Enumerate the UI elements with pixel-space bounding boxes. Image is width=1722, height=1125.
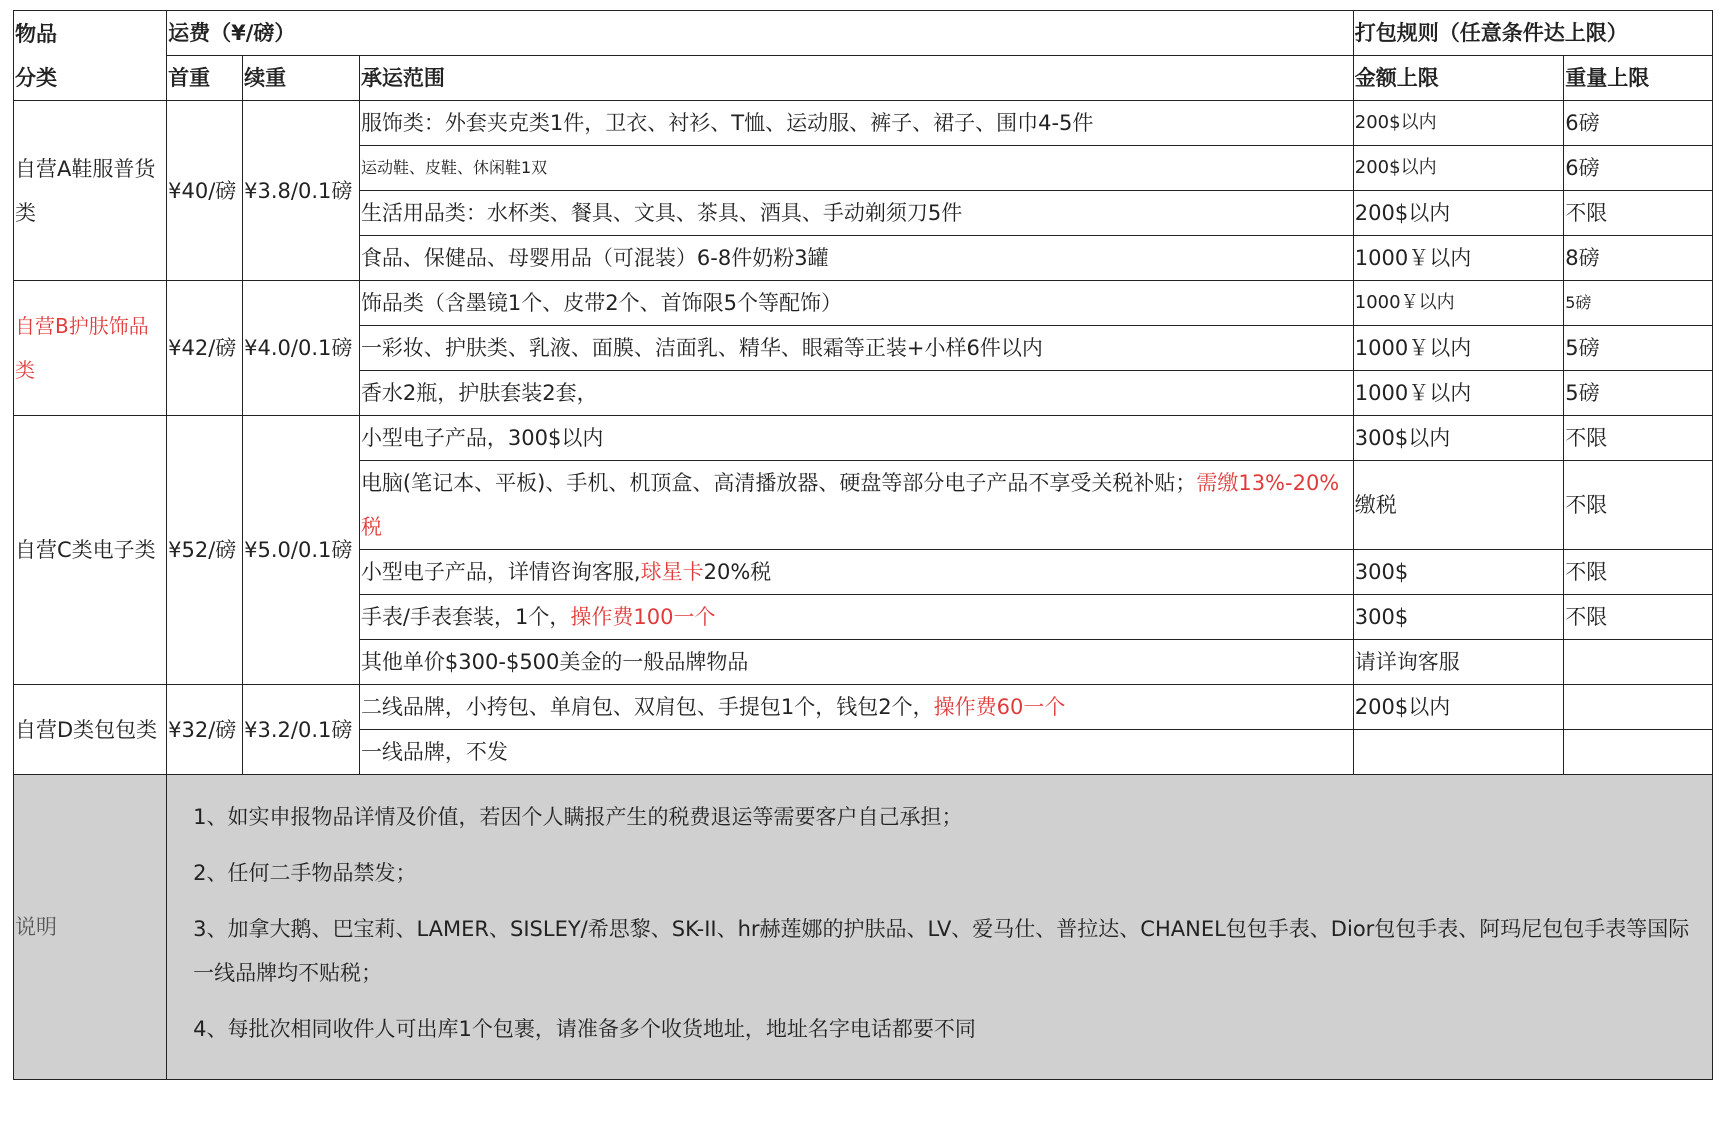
weight-limit-cell [1564,640,1713,685]
notes-label: 说明 [14,775,167,1080]
amount-limit-cell: 1000￥以内 [1353,371,1563,416]
extra-weight-price-a: ¥3.8/0.1磅 [243,101,360,281]
amount-limit-cell: 300$以内 [1353,416,1563,461]
header-weight-limit: 重量上限 [1564,56,1713,101]
weight-limit-cell: 不限 [1564,191,1713,236]
scope-text-after: 20%税 [703,560,772,584]
scope-cell [359,550,1353,595]
weight-limit-cell: 5磅 [1564,326,1713,371]
scope-text: 二线品牌，小挎包、单肩包、双肩包、手提包1个，钱包2个， [360,695,934,719]
weight-limit-cell: 不限 [1564,461,1713,550]
notes-body [167,775,1713,1080]
scope-text: 电脑(笔记本、平板)、手机、机顶盒、高清播放器、硬盘等部分电子产品不享受关税补贴； [360,471,1197,495]
weight-limit-cell [1564,730,1713,775]
header-freight: 运费（¥/磅） [167,11,1354,56]
extra-weight-price-b: ¥4.0/0.1磅 [243,281,360,416]
scope-cell [359,461,1353,550]
amount-limit-cell: 300$ [1353,595,1563,640]
scope-text: 小型电子产品，详情咨询客服, [360,560,641,584]
amount-limit-cell: 200$以内 [1353,685,1563,730]
scope-cell: 小型电子产品，300$以内 [359,416,1353,461]
amount-limit-cell: 缴税 [1353,461,1563,550]
extra-weight-price-c: ¥5.0/0.1磅 [243,416,360,685]
weight-limit-cell: 不限 [1564,550,1713,595]
amount-limit-cell: 200$以内 [1353,146,1563,191]
header-extra-weight: 续重 [243,56,360,101]
weight-limit-cell [1564,685,1713,730]
first-weight-price-a: ¥40/磅 [167,101,243,281]
header-category [14,11,167,101]
amount-limit-cell: 200$以内 [1353,101,1563,146]
scope-cell: 服饰类：外套夹克类1件，卫衣、衬衫、T恤、运动服、裤子、裙子、围巾4-5件 [359,101,1353,146]
weight-limit-cell: 6磅 [1564,146,1713,191]
scope-cell: 运动鞋、皮鞋、休闲鞋1双 [359,146,1353,191]
note-item: 1、如实申报物品详情及价值，若因个人瞒报产生的税费退运等需要客户自己承担； [193,805,963,829]
note-item: 4、每批次相同收件人可出库1个包裹，请准备多个收货地址，地址名字电话都要不同 [193,1017,976,1041]
first-weight-price-b: ¥42/磅 [167,281,243,416]
scope-cell: 生活用品类：水杯类、餐具、文具、茶具、酒具、手动剃须刀5件 [359,191,1353,236]
header-row-1 [14,11,1713,56]
scope-cell: 其他单价$300-$500美金的一般品牌物品 [359,640,1353,685]
amount-limit-cell: 300$ [1353,550,1563,595]
first-weight-price-d: ¥32/磅 [167,685,243,775]
header-scope: 承运范围 [359,56,1353,101]
notes-row [14,775,1713,1080]
scope-cell [359,595,1353,640]
scope-cell: 饰品类（含墨镜1个、皮带2个、首饰限5个等配饰） [359,281,1353,326]
weight-limit-cell: 5磅 [1564,281,1713,326]
weight-limit-cell: 不限 [1564,595,1713,640]
scope-cell: 食品、保健品、母婴用品（可混装）6-8件奶粉3罐 [359,236,1353,281]
table-row [14,101,1713,146]
weight-limit-cell: 不限 [1564,416,1713,461]
amount-limit-cell: 请详询客服 [1353,640,1563,685]
first-weight-price-c: ¥52/磅 [167,416,243,685]
scope-cell [359,685,1353,730]
header-first-weight: 首重 [167,56,243,101]
extra-weight-price-d: ¥3.2/0.1磅 [243,685,360,775]
scope-text: 手表/手表套装，1个， [360,605,571,629]
amount-limit-cell: 1000￥以内 [1353,236,1563,281]
scope-highlight: 操作费100一个 [570,605,716,629]
note-item: 2、任何二手物品禁发； [193,861,417,885]
table-row [14,685,1713,730]
amount-limit-cell [1353,730,1563,775]
category-c: 自营C类电子类 [14,416,167,685]
scope-highlight: 操作费60一个 [933,695,1066,719]
weight-limit-cell: 5磅 [1564,371,1713,416]
scope-highlight: 球星卡 [640,560,704,584]
table-row [14,281,1713,326]
scope-cell: 一彩妆、护肤类、乳液、面膜、洁面乳、精华、眼霜等正装+小样6件以内 [359,326,1353,371]
scope-cell: 香水2瓶，护肤套装2套， [359,371,1353,416]
category-d: 自营D类包包类 [14,685,167,775]
freight-rate-table [13,10,1713,1080]
note-item: 3、加拿大鹅、巴宝莉、LAMER、SISLEY/希思黎、SK-II、hr赫莲娜的护肤品、LV、爱马仕、普拉达、CHANEL包包手表、Dior包包手表、阿玛尼包包手表等国际一线品牌均不贴税； [193,917,1690,985]
amount-limit-cell: 1000￥以内 [1353,326,1563,371]
header-amount-limit: 金额上限 [1353,56,1563,101]
table-row [14,416,1713,461]
header-packing-rules: 打包规则（任意条件达上限） [1353,11,1712,56]
scope-cell: 一线品牌，不发 [359,730,1353,775]
weight-limit-cell: 6磅 [1564,101,1713,146]
header-category-line2: 分类 [15,65,57,90]
header-row-2 [14,56,1713,101]
amount-limit-cell: 200$以内 [1353,191,1563,236]
weight-limit-cell: 8磅 [1564,236,1713,281]
category-a: 自营A鞋服普货类 [14,101,167,281]
header-category-line1: 物品 [15,21,57,46]
scope-highlight: 需缴13%-20%税 [360,471,1340,539]
category-b: 自营B护肤饰品类 [14,281,167,416]
amount-limit-cell: 1000￥以内 [1353,281,1563,326]
